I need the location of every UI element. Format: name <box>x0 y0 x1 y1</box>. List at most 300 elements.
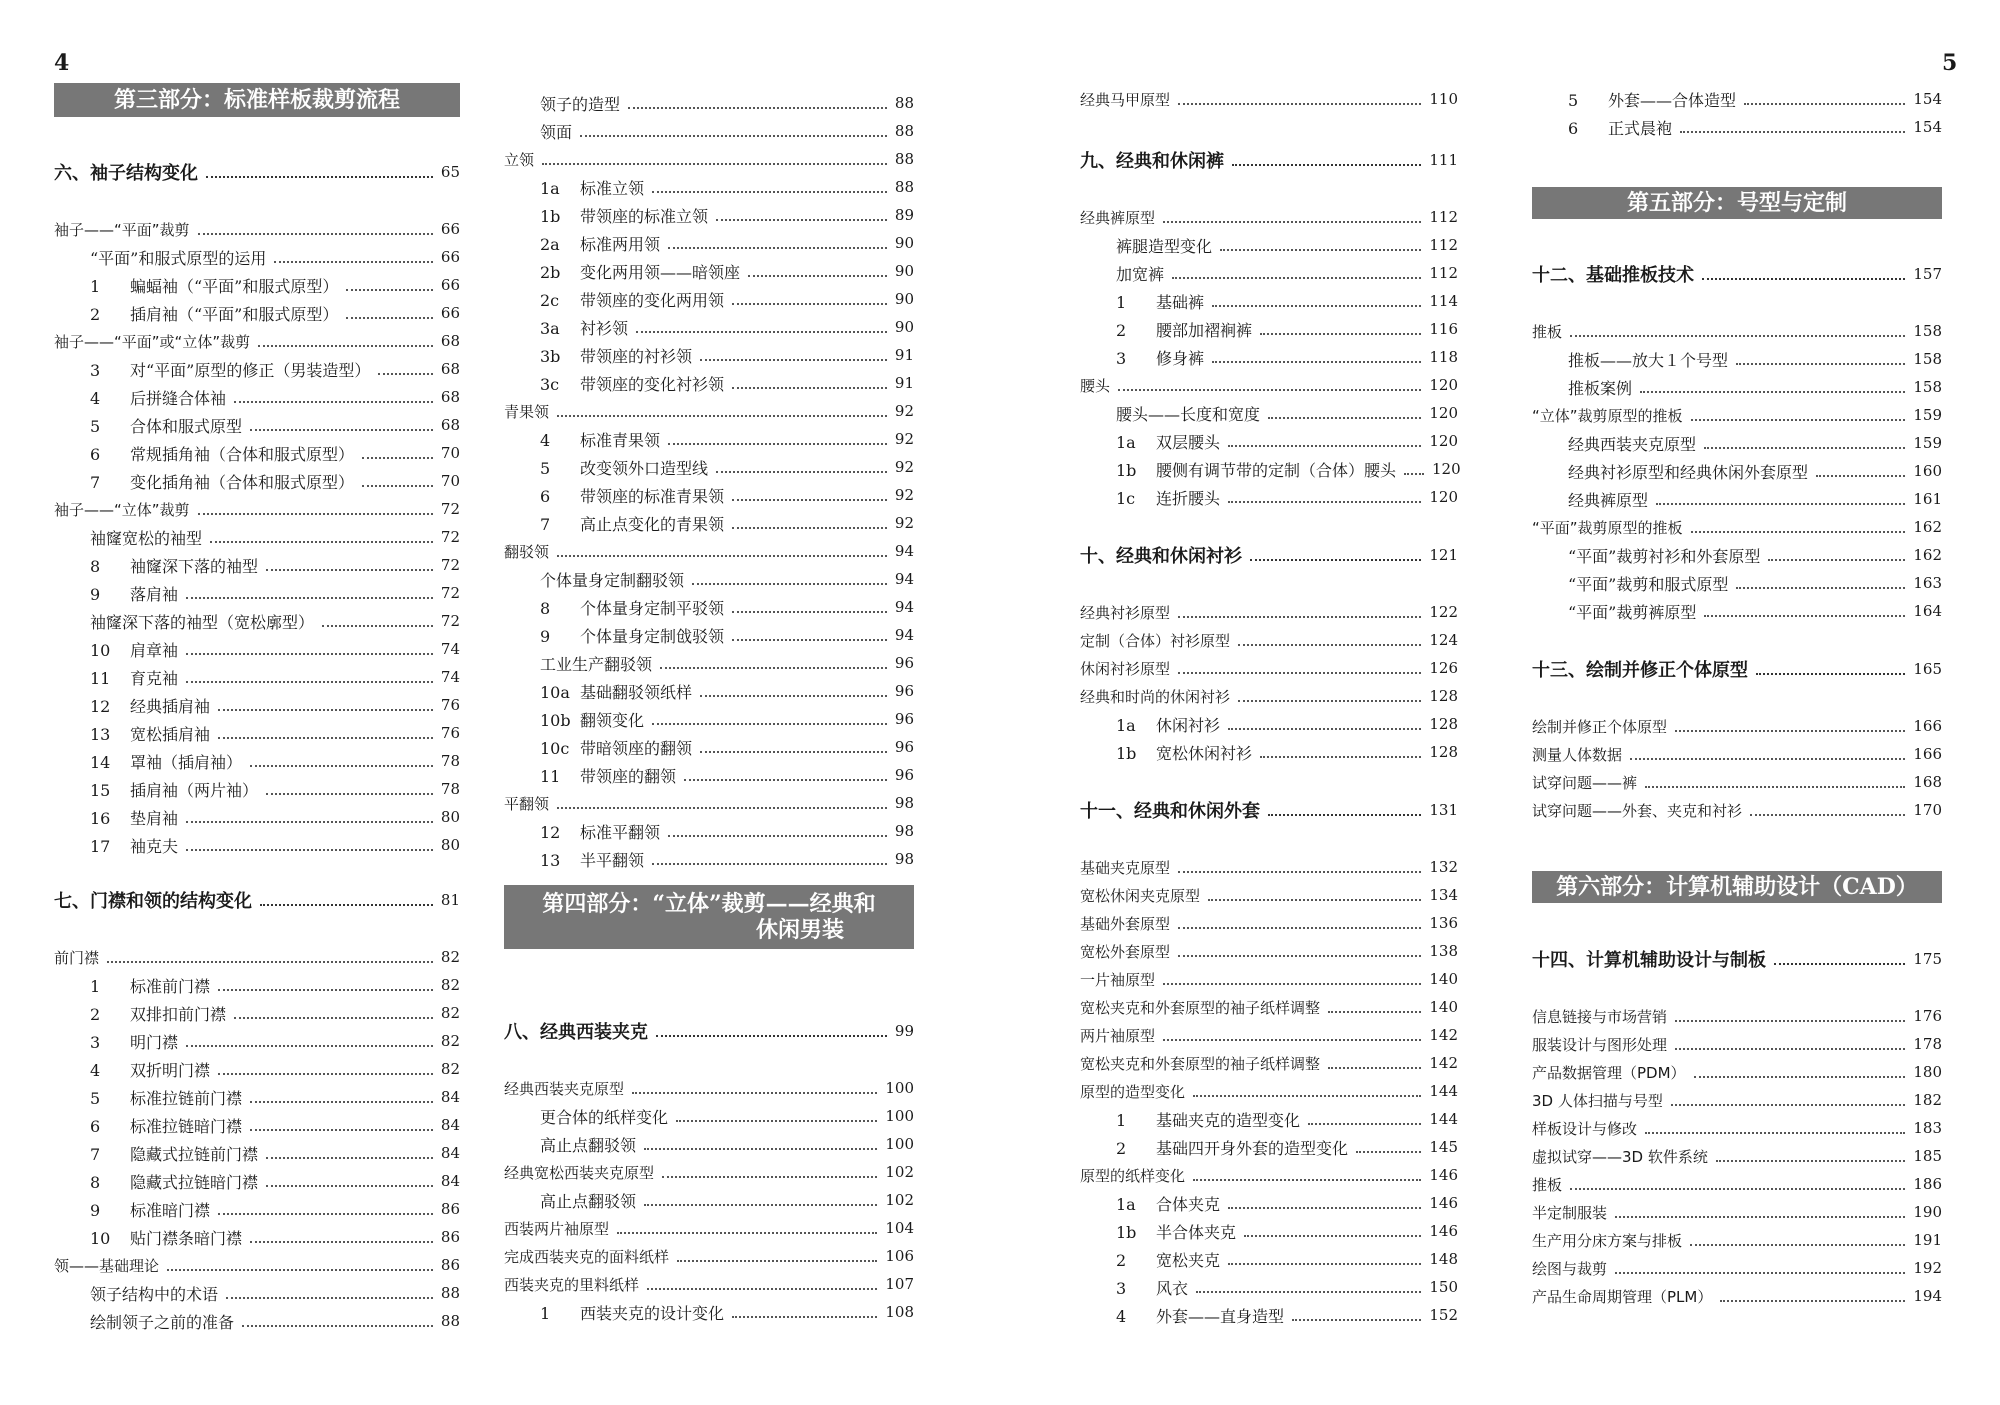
toc-entry[interactable] <box>1080 654 1458 682</box>
toc-entry[interactable] <box>54 943 460 971</box>
dot-leader <box>1228 1263 1421 1265</box>
toc-entry[interactable] <box>1532 1142 1942 1170</box>
chapter-entry[interactable] <box>1532 260 1942 288</box>
toc-entry[interactable] <box>504 845 914 873</box>
toc-entry[interactable] <box>54 747 460 775</box>
page-number: 183 <box>1913 1119 1942 1137</box>
page-number: 82 <box>440 1004 460 1022</box>
entry-title: 2b 变化两用领——暗领座 <box>540 262 741 282</box>
entry-title: 袖子——“立体”裁剪 <box>54 500 190 519</box>
toc-entry[interactable] <box>54 579 460 607</box>
dot-leader <box>660 667 887 669</box>
toc-entry[interactable] <box>54 635 460 663</box>
toc-entry[interactable] <box>1532 1030 1942 1058</box>
dot-leader <box>1704 615 1905 617</box>
dot-leader <box>1691 419 1906 421</box>
toc-entry[interactable] <box>1532 401 1942 429</box>
entry-title: 推板 <box>1532 1175 1563 1194</box>
toc-entry[interactable] <box>504 1158 914 1186</box>
dot-leader <box>346 317 433 319</box>
page-number: 78 <box>440 780 460 798</box>
dot-leader <box>652 863 887 865</box>
dot-leader <box>266 1157 433 1159</box>
entry-title: 1 标准前门襟 <box>90 976 211 996</box>
dot-leader <box>242 1325 433 1327</box>
toc-entry[interactable] <box>504 509 914 537</box>
entry-title: 8 个体量身定制平驳领 <box>540 598 725 618</box>
entry-number: 3 <box>90 1032 101 1052</box>
page-number: 82 <box>440 1032 460 1050</box>
toc-entry[interactable] <box>1532 429 1942 457</box>
page-number: 111 <box>1429 151 1458 169</box>
toc-entry[interactable] <box>1080 455 1461 483</box>
entry-title: 腰头——长度和宽度 <box>1116 404 1261 424</box>
page-number: 70 <box>440 472 460 490</box>
toc-entry[interactable] <box>54 467 460 495</box>
toc-entry[interactable] <box>1080 371 1458 399</box>
entry-title: 3a 衬衫领 <box>540 318 629 338</box>
entry-title: “平面”和服式原型的运用 <box>90 248 267 268</box>
toc-entry[interactable] <box>1532 541 1942 569</box>
toc-entry[interactable] <box>1532 485 1942 513</box>
entry-number: 6 <box>90 1116 101 1136</box>
entry-number: 1b <box>1116 460 1137 480</box>
entry-title: 4 后拼缝合体袖 <box>90 388 227 408</box>
page-number-left: 4 <box>54 50 70 76</box>
entry-title: 3 风衣 <box>1116 1278 1189 1298</box>
toc-entry[interactable] <box>1080 1301 1458 1329</box>
page-number: 82 <box>440 976 460 994</box>
toc-entry[interactable] <box>1532 1198 1942 1226</box>
chapter-entry[interactable] <box>54 158 460 186</box>
toc-entry[interactable] <box>504 145 914 173</box>
page-number: 116 <box>1429 320 1458 338</box>
entry-title: 立领 <box>504 150 535 169</box>
dot-leader <box>677 1260 877 1262</box>
toc-entry[interactable] <box>1532 513 1942 541</box>
dot-leader <box>692 583 887 585</box>
toc-entry[interactable] <box>1080 1133 1458 1161</box>
toc-entry[interactable] <box>504 1074 914 1102</box>
toc-entry[interactable] <box>504 1102 914 1130</box>
page-number: 88 <box>894 122 914 140</box>
toc-entry[interactable] <box>1532 768 1942 796</box>
dot-leader <box>1774 963 1905 965</box>
toc-entry[interactable] <box>1080 343 1458 371</box>
chapter-entry[interactable] <box>1080 796 1458 824</box>
dot-leader <box>632 1092 877 1094</box>
toc-entry[interactable] <box>504 1298 914 1326</box>
toc-entry[interactable] <box>54 523 460 551</box>
toc-entry[interactable] <box>504 817 914 845</box>
toc-entry[interactable] <box>54 1167 460 1195</box>
toc-entry[interactable] <box>1080 853 1458 881</box>
dot-leader <box>1196 1291 1421 1293</box>
entry-title: 样板设计与修改 <box>1532 1119 1638 1138</box>
dot-leader <box>378 373 433 375</box>
toc-entry[interactable] <box>504 257 914 285</box>
page-number: 161 <box>1913 490 1942 508</box>
page-number: 120 <box>1429 404 1458 422</box>
page-number: 112 <box>1429 264 1458 282</box>
entry-title: 17 袖克夫 <box>90 836 179 856</box>
toc-entry[interactable] <box>54 355 460 383</box>
dot-leader <box>1816 475 1905 477</box>
toc-entry[interactable] <box>1532 1282 1942 1310</box>
entry-number: 1a <box>540 178 560 198</box>
toc-entry[interactable] <box>1532 1170 1942 1198</box>
dot-leader <box>656 1035 887 1037</box>
toc-entry[interactable] <box>1080 738 1458 766</box>
toc-entry[interactable] <box>1080 483 1458 511</box>
entry-title: 测量人体数据 <box>1532 745 1623 764</box>
entry-title: 9 个体量身定制戗驳领 <box>540 626 725 646</box>
entry-number: 10 <box>90 1228 111 1248</box>
entry-title: 6 标准拉链暗门襟 <box>90 1116 243 1136</box>
toc-entry[interactable] <box>504 313 914 341</box>
toc-entry[interactable] <box>1532 1254 1942 1282</box>
page-number: 194 <box>1913 1287 1942 1305</box>
entry-title: 原型的造型变化 <box>1080 1082 1186 1101</box>
toc-entry[interactable] <box>1080 1273 1458 1301</box>
toc-entry[interactable] <box>504 649 914 677</box>
toc-entry[interactable] <box>504 705 914 733</box>
page-number: 94 <box>894 598 914 616</box>
toc-entry[interactable] <box>1532 345 1942 373</box>
toc-entry[interactable] <box>1080 965 1458 993</box>
toc-entry[interactable] <box>504 1214 914 1242</box>
toc-entry[interactable] <box>1080 881 1458 909</box>
entry-title: 1a 双层腰头 <box>1116 432 1221 452</box>
page-number: 191 <box>1913 1231 1942 1249</box>
entry-title: 个体量身定制翻驳领 <box>540 570 685 590</box>
toc-entry[interactable] <box>54 327 460 355</box>
entry-number: 12 <box>540 822 561 842</box>
toc-entry[interactable] <box>54 691 460 719</box>
page-number: 186 <box>1913 1175 1942 1193</box>
toc-entry[interactable] <box>504 733 914 761</box>
page-number: 182 <box>1913 1091 1942 1109</box>
page-number: 154 <box>1913 90 1942 108</box>
toc-entry[interactable] <box>1080 1189 1458 1217</box>
page-number: 146 <box>1429 1194 1458 1212</box>
toc-entry[interactable] <box>54 775 460 803</box>
entry-title: 10b 翻领变化 <box>540 710 645 730</box>
chapter-entry[interactable] <box>1080 541 1458 569</box>
entry-title: 更合体的纸样变化 <box>540 1107 669 1127</box>
entry-title: 完成西装夹克的面料纸样 <box>504 1247 670 1266</box>
entry-number: 6 <box>90 444 101 464</box>
dot-leader <box>732 387 887 389</box>
toc-entry[interactable] <box>1080 315 1458 343</box>
entry-title: 2 腰部加褶裥裤 <box>1116 320 1253 340</box>
dot-leader <box>186 681 433 683</box>
toc-entry[interactable] <box>504 621 914 649</box>
part-heading-text-line2: 休闲男装 <box>755 917 844 943</box>
toc-entry[interactable] <box>54 1195 460 1223</box>
entry-number: 11 <box>90 668 111 688</box>
toc-entry[interactable] <box>1532 597 1942 625</box>
page-number: 162 <box>1913 518 1942 536</box>
entry-number: 5 <box>90 1088 101 1108</box>
toc-entry[interactable] <box>54 383 460 411</box>
entry-title: 12 标准平翻领 <box>540 822 661 842</box>
toc-entry[interactable] <box>504 1186 914 1214</box>
toc-entry[interactable] <box>1080 993 1458 1021</box>
dot-leader <box>1292 1319 1421 1321</box>
entry-title: 4 双折明门襟 <box>90 1060 211 1080</box>
page-number: 84 <box>440 1088 460 1106</box>
toc-entry[interactable] <box>54 1139 460 1167</box>
toc-entry[interactable] <box>54 1027 460 1055</box>
entry-number: 5 <box>1568 90 1579 110</box>
page-number: 148 <box>1429 1250 1458 1268</box>
toc-entry[interactable] <box>1532 85 1942 113</box>
page-number: 84 <box>440 1144 460 1162</box>
toc-entry[interactable] <box>504 285 914 313</box>
toc-entry[interactable] <box>504 453 914 481</box>
toc-entry[interactable] <box>504 789 914 817</box>
page-number: 152 <box>1429 1306 1458 1324</box>
chapter-entry[interactable] <box>504 1017 914 1045</box>
toc-entry[interactable] <box>54 299 460 327</box>
toc-entry[interactable] <box>1532 740 1942 768</box>
toc-entry[interactable] <box>504 1270 914 1298</box>
dot-leader <box>652 723 887 725</box>
entry-title: 经典裤原型 <box>1080 208 1156 227</box>
toc-entry[interactable] <box>1080 1105 1458 1133</box>
part-heading <box>1532 187 1942 219</box>
page-number: 142 <box>1429 1054 1458 1072</box>
dot-leader <box>258 345 433 347</box>
toc-entry[interactable] <box>504 341 914 369</box>
toc-entry[interactable] <box>504 89 914 117</box>
entry-title: 1a 标准立领 <box>540 178 645 198</box>
toc-entry[interactable] <box>504 593 914 621</box>
toc-entry[interactable] <box>504 425 914 453</box>
toc-entry[interactable] <box>504 537 914 565</box>
dot-leader <box>1656 503 1905 505</box>
page-number: 102 <box>885 1191 914 1209</box>
toc-entry[interactable] <box>1532 1058 1942 1086</box>
toc-entry[interactable] <box>54 971 460 999</box>
dot-leader <box>1208 899 1421 901</box>
toc-entry[interactable] <box>54 607 460 635</box>
toc-entry[interactable] <box>1080 1161 1458 1189</box>
toc-entry[interactable] <box>54 803 460 831</box>
chapter-entry[interactable] <box>1532 655 1942 683</box>
toc-entry[interactable] <box>54 271 460 299</box>
toc-entry[interactable] <box>1080 909 1458 937</box>
page-number: 108 <box>885 1303 914 1321</box>
dot-leader <box>1250 559 1421 561</box>
toc-entry[interactable] <box>1080 626 1458 654</box>
toc-entry[interactable] <box>504 1242 914 1270</box>
entry-number: 3 <box>90 360 101 380</box>
toc-entry[interactable] <box>1532 317 1942 345</box>
dot-leader <box>732 527 887 529</box>
page-number: 99 <box>894 1022 914 1040</box>
entry-title: 基础外套原型 <box>1080 914 1171 933</box>
page-number: 65 <box>440 163 460 181</box>
toc-entry[interactable] <box>1532 113 1942 141</box>
toc-entry[interactable] <box>54 439 460 467</box>
dot-leader <box>684 779 887 781</box>
toc-entry[interactable] <box>504 229 914 257</box>
chapter-title: 十一、经典和休闲外套 <box>1080 801 1260 822</box>
toc-entry[interactable] <box>1080 682 1458 710</box>
toc-entry[interactable] <box>1080 1049 1458 1077</box>
toc-entry[interactable] <box>54 1223 460 1251</box>
page-number: 81 <box>440 891 460 909</box>
dot-leader <box>557 807 887 809</box>
page-number: 90 <box>894 318 914 336</box>
page-number: 120 <box>1432 460 1461 478</box>
dot-leader <box>732 1316 877 1318</box>
toc-entry[interactable] <box>504 201 914 229</box>
dot-leader <box>1744 103 1905 105</box>
entry-title: 休闲衬衫原型 <box>1080 659 1171 678</box>
page-number: 72 <box>440 528 460 546</box>
toc-entry[interactable] <box>1080 1077 1458 1105</box>
toc-entry[interactable] <box>54 1279 460 1307</box>
entry-number: 3b <box>540 346 561 366</box>
entry-title: 3b 带领座的衬衫领 <box>540 346 693 366</box>
toc-entry[interactable] <box>1532 373 1942 401</box>
entry-title: 领——基础理论 <box>54 1256 160 1275</box>
chapter-title: 十二、基础推板技术 <box>1532 265 1694 286</box>
toc-entry[interactable] <box>504 117 914 145</box>
toc-entry[interactable] <box>504 761 914 789</box>
toc-entry[interactable] <box>54 719 460 747</box>
toc-entry[interactable] <box>504 481 914 509</box>
toc-entry[interactable] <box>504 1130 914 1158</box>
toc-entry[interactable] <box>1532 712 1942 740</box>
entry-title: 定制（合体）衬衫原型 <box>1080 631 1231 650</box>
entry-title: 原型的纸样变化 <box>1080 1166 1186 1185</box>
toc-entry[interactable] <box>1532 1002 1942 1030</box>
entry-number: 2 <box>1116 1138 1127 1158</box>
dot-leader <box>206 176 433 178</box>
dot-leader <box>1675 730 1905 732</box>
page-number: 102 <box>885 1163 914 1181</box>
chapter-entry[interactable] <box>1080 146 1458 174</box>
toc-entry[interactable] <box>54 663 460 691</box>
toc-entry[interactable] <box>504 565 914 593</box>
page-number: 82 <box>440 1060 460 1078</box>
dot-leader <box>1228 445 1421 447</box>
dot-leader <box>266 569 433 571</box>
toc-entry[interactable] <box>1080 427 1458 455</box>
dot-leader <box>647 1288 877 1290</box>
toc-entry[interactable] <box>504 397 914 425</box>
chapter-title: 八、经典西装夹克 <box>504 1022 648 1043</box>
toc-entry[interactable] <box>1532 1114 1942 1142</box>
page-number: 68 <box>440 416 460 434</box>
toc-entry[interactable] <box>1080 287 1458 315</box>
page-number: 120 <box>1429 432 1458 450</box>
toc-entry[interactable] <box>54 1083 460 1111</box>
toc-entry[interactable] <box>54 999 460 1027</box>
toc-entry[interactable] <box>1080 598 1458 626</box>
dot-leader <box>668 835 887 837</box>
page-number: 144 <box>1429 1110 1458 1128</box>
entry-number: 9 <box>540 626 551 646</box>
toc-entry[interactable] <box>54 411 460 439</box>
toc-entry[interactable] <box>1080 399 1458 427</box>
toc-entry[interactable] <box>1080 259 1458 287</box>
toc-entry[interactable] <box>1532 569 1942 597</box>
toc-entry[interactable] <box>1080 203 1458 231</box>
toc-entry[interactable] <box>1080 85 1458 113</box>
dot-leader <box>1178 103 1421 105</box>
entry-number: 1a <box>1116 715 1136 735</box>
toc-entry[interactable] <box>1080 710 1458 738</box>
page-number: 80 <box>440 808 460 826</box>
entry-title: 5 改变领外口造型线 <box>540 458 709 478</box>
toc-entry[interactable] <box>504 369 914 397</box>
toc-entry[interactable] <box>1532 796 1942 824</box>
entry-title: 经典和时尚的休闲衬衫 <box>1080 687 1231 706</box>
page-number: 158 <box>1913 322 1942 340</box>
toc-entry[interactable] <box>54 831 460 859</box>
toc-entry[interactable] <box>1080 1217 1458 1245</box>
toc-entry[interactable] <box>54 551 460 579</box>
entry-number: 1c <box>1116 488 1136 508</box>
toc-entry[interactable] <box>1080 1021 1458 1049</box>
toc-entry[interactable] <box>54 495 460 523</box>
entry-title: 6 带领座的标准青果领 <box>540 486 725 506</box>
entry-title: 1 蝙蝠袖（“平面”和服式原型） <box>90 276 339 296</box>
toc-entry[interactable] <box>54 243 460 271</box>
chapter-title: 十四、计算机辅助设计与制板 <box>1532 950 1766 971</box>
page-number: 107 <box>885 1275 914 1293</box>
dot-leader <box>1630 758 1905 760</box>
toc-entry[interactable] <box>54 1307 460 1335</box>
chapter-entry[interactable] <box>54 886 460 914</box>
page-number: 91 <box>894 374 914 392</box>
toc-entry[interactable] <box>54 1111 460 1139</box>
dot-leader <box>662 1176 877 1178</box>
entry-title: 2 双排扣前门襟 <box>90 1004 227 1024</box>
toc-entry[interactable] <box>1532 1226 1942 1254</box>
entry-title: 经典宽松西装夹克原型 <box>504 1163 655 1182</box>
dot-leader <box>198 513 433 515</box>
dot-leader <box>1768 559 1905 561</box>
toc-entry[interactable] <box>504 677 914 705</box>
page-number: 76 <box>440 696 460 714</box>
toc-entry[interactable] <box>1080 1245 1458 1273</box>
toc-entry[interactable] <box>1532 457 1942 485</box>
entry-number: 3 <box>1116 348 1127 368</box>
entry-title: 10c 带暗领座的翻领 <box>540 738 693 758</box>
chapter-entry[interactable] <box>1532 945 1942 973</box>
toc-entry[interactable] <box>1080 937 1458 965</box>
toc-entry[interactable] <box>54 1251 460 1279</box>
toc-entry[interactable] <box>54 1055 460 1083</box>
toc-entry[interactable] <box>504 173 914 201</box>
toc-entry[interactable] <box>1532 1086 1942 1114</box>
entry-title: 裤腿造型变化 <box>1116 236 1213 256</box>
entry-title: 两片袖原型 <box>1080 1026 1156 1045</box>
entry-number: 4 <box>90 1060 101 1080</box>
entry-title: 加宽裤 <box>1116 264 1165 284</box>
entry-number: 3a <box>540 318 560 338</box>
page-number: 68 <box>440 360 460 378</box>
toc-entry[interactable] <box>54 215 460 243</box>
toc-entry[interactable] <box>1080 231 1458 259</box>
page-number: 74 <box>440 668 460 686</box>
